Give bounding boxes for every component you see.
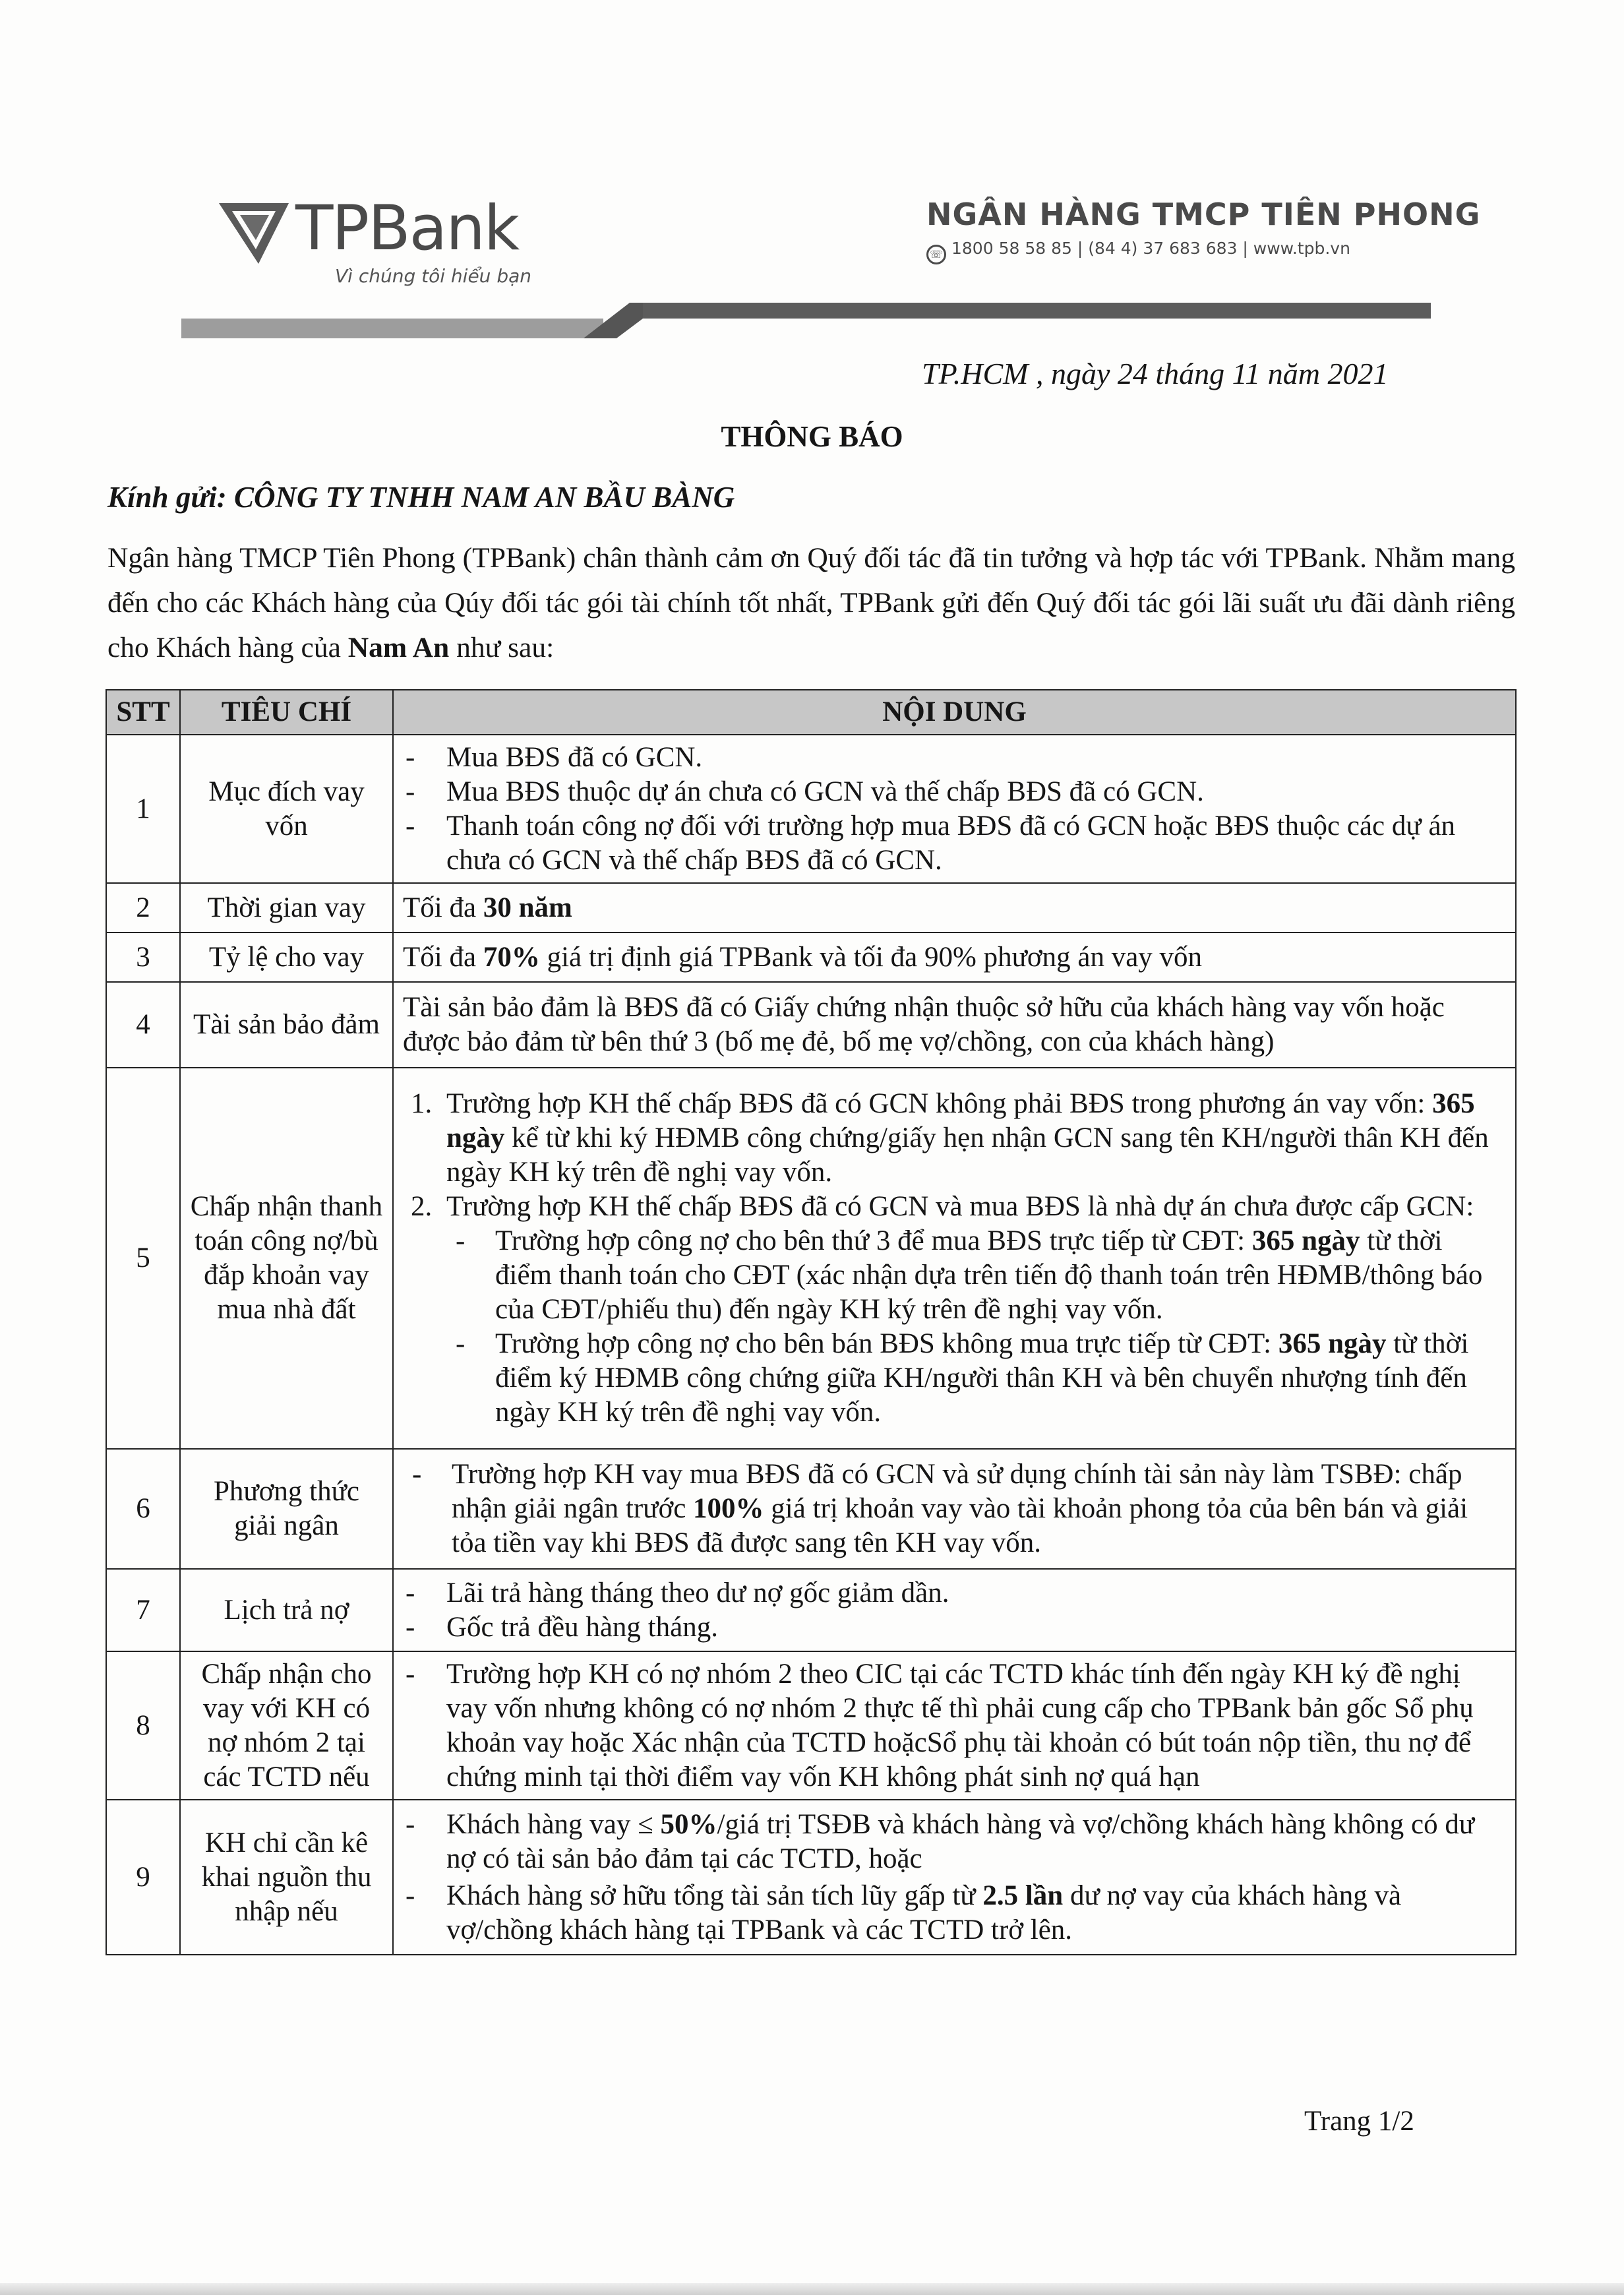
contact-text: 1800 58 58 85 | (84 4) 37 683 683 | www.tpb.vn: [951, 239, 1350, 258]
list-item: [403, 1087, 1506, 1190]
item-text-end: /giá trị TSĐB và khách hàng và vợ/chồng khách hàng không có dư nợ có tài sản bảo đảm tại các TCTD, hoặc: [446, 1808, 1475, 1874]
row-content: [393, 1449, 1516, 1569]
intro-text-end: như sau:: [449, 632, 555, 663]
content-bold: 30 năm: [483, 892, 572, 923]
sub-list-item: [446, 1224, 1506, 1327]
table-row: [106, 1651, 1516, 1800]
row-number: 7: [106, 1569, 180, 1651]
list-item: - Mua BĐS thuộc dự án chưa có GCN và thế chấp BĐS đã có GCN.: [403, 775, 1506, 809]
item-bold: 100%: [693, 1493, 764, 1524]
item-number: 1.: [411, 1088, 433, 1119]
content-text-end: giá trị định giá TPBank và tối đa 90% phương án vay vốn: [539, 941, 1203, 973]
list-item: - Mua BĐS đã có GCN.: [403, 741, 1506, 775]
content-text: Tối đa: [403, 892, 483, 923]
row-number: 3: [106, 933, 180, 982]
table-row: [106, 1569, 1516, 1651]
item-text: Khách hàng vay ≤: [446, 1808, 661, 1840]
item-number: 2.: [411, 1191, 433, 1222]
row-criterion: Tài sản bảo đảm: [180, 982, 393, 1068]
list-item: [403, 1457, 1506, 1560]
item-text-end: dư nợ vay của khách hàng và vợ/chồng khách hàng tại TPBank và các TCTD trở lên.: [446, 1880, 1402, 1945]
row-content: Tài sản bảo đảm là BĐS đã có Giấy chứng nhận thuộc sở hữu của khách hàng vay vốn hoặc được bảo đảm từ bên thứ 3 (bố mẹ đẻ, bố mẹ vợ/chồng, con của khách hàng): [393, 982, 1516, 1068]
table-row: [106, 1068, 1516, 1449]
row-criterion: Tỷ lệ cho vay: [180, 933, 393, 982]
header-divider-bar: [181, 300, 1431, 340]
table-row: [106, 982, 1516, 1068]
tpbank-logo-text: TPBank: [295, 193, 519, 264]
recipient-line: Kính gửi: CÔNG TY TNHH NAM AN BẦU BÀNG: [107, 481, 735, 514]
row-criterion: Thời gian vay: [180, 883, 393, 933]
item-text-end: từ thời điểm thanh toán cho CĐT (xác nhận dựa trên tiến độ thanh toán trên HĐMB/thông báo của CĐT/phiếu thu) đến ngày KH ký trên đề nghị vay vốn.: [495, 1225, 1483, 1325]
row-criterion: KH chỉ cần kê khai nguồn thu nhập nếu: [180, 1800, 393, 1955]
item-text: Trường hợp KH vay mua BĐS đã có GCN và sử dụng chính tài sản này làm TSBĐ: chấp nhận giải ngân trước: [452, 1459, 1462, 1524]
list-item: - Lãi trả hàng tháng theo dư nợ gốc giảm dần.: [403, 1576, 1506, 1610]
table-row: [106, 883, 1516, 933]
intro-partner-name: Nam An: [347, 632, 450, 663]
offer-table: [105, 689, 1517, 1955]
tpbank-logo-icon: [218, 198, 290, 270]
item-text: Khách hàng sở hữu tổng tài sản tích lũy gấp từ: [446, 1880, 983, 1911]
row-number: 1: [106, 735, 180, 883]
item-text: Trường hợp công nợ cho bên bán BĐS không mua trực tiếp từ CĐT:: [495, 1328, 1278, 1359]
row-number: 6: [106, 1449, 180, 1569]
row-content: [393, 1068, 1516, 1449]
header-stt: STT: [106, 690, 180, 735]
row-content: [393, 735, 1516, 883]
content-bold: 70%: [483, 941, 540, 973]
phone-icon: ☏: [926, 245, 946, 264]
scan-edge: [0, 2283, 1624, 2295]
item-text-end: kể từ khi ký HĐMB công chứng/giấy hẹn nhận GCN sang tên KH/người thân KH đến ngày KH ký trên đề nghị vay vốn.: [446, 1122, 1489, 1188]
page-number: Trang 1/2: [1304, 2106, 1414, 2137]
item-text-end: từ thời điểm ký HĐMB công chứng giữa KH/người thân KH và bên chuyển nhượng tính đến ngày KH ký trên đề nghị vay vốn.: [495, 1328, 1469, 1428]
content-text: Tối đa: [403, 941, 483, 973]
row-number: 8: [106, 1651, 180, 1800]
row-criterion: Chấp nhận cho vay với KH có nợ nhóm 2 tại các TCTD nếu: [180, 1651, 393, 1800]
row-criterion: Lịch trả nợ: [180, 1569, 393, 1651]
header-criterion: TIÊU CHÍ: [180, 690, 393, 735]
bank-name: NGÂN HÀNG TMCP TIÊN PHONG: [926, 197, 1481, 232]
row-content: [393, 1569, 1516, 1651]
row-content: [393, 1800, 1516, 1955]
list-item: - Thanh toán công nợ đối với trường hợp mua BĐS đã có GCN hoặc BĐS thuộc các dự án chưa có GCN và thế chấp BĐS đã có GCN.: [403, 809, 1506, 878]
row-content: [393, 883, 1516, 933]
item-bold: 365 ngày: [446, 1088, 1475, 1153]
row-number: 4: [106, 982, 180, 1068]
list-item: - Gốc trả đều hàng tháng.: [403, 1610, 1506, 1645]
item-bold: 365 ngày: [1278, 1328, 1387, 1359]
logo-slogan: Vì chúng tôi hiểu bạn: [335, 265, 532, 287]
header-content: NỘI DUNG: [393, 690, 1516, 735]
item-text: Trường hợp KH thế chấp BĐS đã có GCN không phải BĐS trong phương án vay vốn:: [446, 1088, 1433, 1119]
item-bold: 2.5 lần: [982, 1880, 1064, 1911]
item-bold: 50%: [660, 1808, 717, 1840]
item-text-end: giá trị khoản vay vào tài khoản phong tỏa của bên bán và giải tỏa tiền vay khi BĐS đã được sang tên KH vay vốn.: [452, 1493, 1468, 1558]
row-criterion: Mục đích vay vốn: [180, 735, 393, 883]
intro-paragraph: [107, 536, 1515, 670]
document-title: THÔNG BÁO: [721, 420, 903, 453]
list-item: [403, 1808, 1506, 1876]
list-item: [403, 1879, 1506, 1947]
table-row: [106, 1800, 1516, 1955]
row-number: 9: [106, 1800, 180, 1955]
contact-line: [926, 239, 1350, 264]
list-item: [403, 1190, 1506, 1430]
row-number: 2: [106, 883, 180, 933]
list-item: - Trường hợp KH có nợ nhóm 2 theo CIC tại các TCTD khác tính đến ngày KH ký đề nghị vay vốn nhưng không có nợ nhóm 2 thực tế thì phải cung cấp cho TPBank bản gốc Sổ phụ khoản vay hoặc Xác nhận của TCTD hoặcSổ phụ tài khoản có bút toán nộp tiền, thu nợ để chứng minh tại thời điểm vay vốn KH không phát sinh nợ quá hạn: [403, 1657, 1506, 1794]
table-header-row: [106, 690, 1516, 735]
item-text: Trường hợp KH thế chấp BĐS đã có GCN và mua BĐS là nhà dự án chưa được cấp GCN:: [446, 1191, 1474, 1222]
row-content: [393, 1651, 1516, 1800]
row-content: [393, 933, 1516, 982]
item-bold: 365 ngày: [1251, 1225, 1360, 1256]
row-number: 5: [106, 1068, 180, 1449]
row-criterion: Chấp nhận thanh toán công nợ/bù đắp khoản vay mua nhà đất: [180, 1068, 393, 1449]
intro-text: Ngân hàng TMCP Tiên Phong (TPBank) chân thành cảm ơn Quý đối tác đã tin tưởng và hợp tác với TPBank. Nhằm mang đến cho các Khách hàng của Qúy đối tác gói tài chính tốt nhất, TPBank gửi đến Quý đối tác gói lãi suất ưu đãi dành riêng cho Khách hàng của: [107, 542, 1515, 663]
sub-list-item: [446, 1327, 1506, 1430]
row-criterion: Phương thức giải ngân: [180, 1449, 393, 1569]
document-date: TP.HCM , ngày 24 tháng 11 năm 2021: [922, 357, 1389, 390]
item-text: Trường hợp công nợ cho bên thứ 3 để mua BĐS trực tiếp từ CĐT:: [495, 1225, 1252, 1256]
table-row: [106, 1449, 1516, 1569]
table-row: [106, 735, 1516, 883]
table-row: [106, 933, 1516, 982]
